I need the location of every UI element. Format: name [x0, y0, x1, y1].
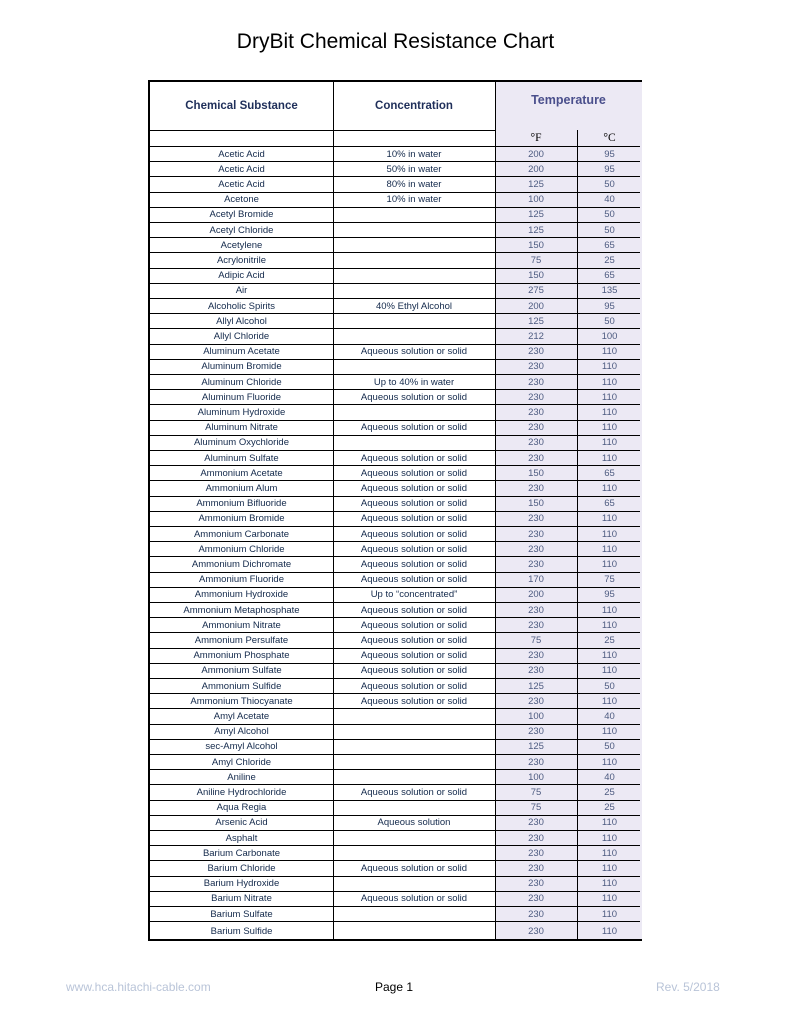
celsius-cell: 65 [604, 239, 615, 251]
fahrenheit-cell: 150 [528, 467, 544, 479]
substance-cell: Ammonium Acetate [200, 467, 283, 479]
celsius-cell: 110 [601, 558, 618, 570]
celsius-cell: 110 [601, 817, 618, 829]
celsius-cell: 110 [601, 847, 618, 859]
concentration-cell: Aqueous solution or solid [360, 862, 468, 874]
fahrenheit-cell: 100 [528, 710, 544, 722]
substance-cell: Barium Sulfate [210, 908, 273, 920]
substance-cell: Barium Nitrate [211, 893, 272, 905]
concentration-cell: Aqueous solution or solid [360, 558, 468, 570]
concentration-cell: Aqueous solution or solid [360, 634, 468, 646]
substance-cell: Barium Chloride [207, 862, 276, 874]
substance-cell: Alcoholic Spirits [207, 300, 276, 312]
table-row [150, 754, 640, 769]
concentration-cell [333, 269, 495, 283]
fahrenheit-cell: 125 [528, 741, 544, 753]
celsius-cell: 135 [601, 285, 618, 297]
concentration-cell [333, 360, 495, 374]
table-row [150, 268, 640, 283]
table-row [150, 207, 640, 222]
substance-cell: Ammonium Alum [205, 482, 278, 494]
table-row [150, 845, 640, 860]
fahrenheit-cell: 150 [528, 498, 544, 510]
fahrenheit-cell: 125 [528, 178, 544, 190]
substance-cell: Acetylene [220, 239, 263, 251]
table-row [150, 237, 640, 252]
celsius-cell: 25 [604, 786, 615, 798]
substance-cell: Amyl Alcohol [214, 726, 269, 738]
celsius-cell: 110 [601, 619, 618, 631]
table-row [150, 663, 640, 678]
page-title: DryBit Chemical Resistance Chart [236, 30, 555, 53]
concentration-cell: 80% in water [386, 178, 442, 190]
table-row [150, 344, 640, 359]
table-row [150, 359, 640, 374]
table-row [150, 906, 640, 921]
substance-cell: Ammonium Chloride [198, 543, 285, 555]
fahrenheit-cell: 100 [528, 771, 544, 783]
fahrenheit-cell: 230 [528, 665, 544, 677]
table-row [150, 313, 640, 328]
fahrenheit-cell: 230 [528, 543, 544, 555]
substance-cell: Aniline Hydrochloride [196, 786, 287, 798]
table-row [150, 465, 640, 480]
substance-cell: Amyl Chloride [211, 756, 272, 768]
fahrenheit-cell: 230 [528, 482, 544, 494]
unit-fahrenheit: °F [530, 132, 542, 144]
fahrenheit-cell: 125 [528, 209, 544, 221]
fahrenheit-cell: 75 [530, 802, 542, 814]
celsius-cell: 25 [604, 254, 615, 266]
fahrenheit-cell: 212 [528, 330, 544, 342]
concentration-cell [333, 284, 495, 298]
substance-cell: Aluminum Oxychloride [193, 437, 290, 449]
celsius-cell: 110 [601, 482, 618, 494]
concentration-cell: Aqueous solution or solid [360, 680, 468, 692]
table-row [150, 800, 640, 815]
table-row [150, 496, 640, 511]
fahrenheit-cell: 170 [528, 574, 544, 586]
fahrenheit-cell: 200 [528, 589, 544, 601]
table-row [150, 693, 640, 708]
concentration-cell: Aqueous solution or solid [360, 574, 468, 586]
celsius-cell: 50 [604, 178, 615, 190]
table-row [150, 648, 640, 663]
table-row [150, 587, 640, 602]
fahrenheit-cell: 230 [528, 832, 544, 844]
concentration-cell [333, 755, 495, 769]
table-row [150, 283, 640, 298]
header-temperature: Temperature [531, 93, 606, 107]
table-row [150, 617, 640, 632]
concentration-cell [333, 709, 495, 723]
unit-celsius: °C [603, 132, 616, 144]
substance-cell: Acetyl Bromide [209, 209, 274, 221]
celsius-cell: 100 [601, 330, 618, 342]
table-row [150, 724, 640, 739]
celsius-cell: 110 [601, 528, 618, 540]
fahrenheit-cell: 230 [528, 604, 544, 616]
table-row [150, 298, 640, 313]
celsius-cell: 110 [601, 604, 618, 616]
fahrenheit-cell: 230 [528, 878, 544, 890]
concentration-cell [333, 405, 495, 419]
concentration-cell: Aqueous solution or solid [360, 346, 468, 358]
concentration-cell: Aqueous solution or solid [360, 498, 468, 510]
celsius-cell: 50 [604, 209, 615, 221]
table-row [150, 541, 640, 556]
table-row [150, 404, 640, 419]
substance-cell: Acrylonitrile [216, 254, 267, 266]
celsius-cell: 110 [601, 726, 618, 738]
substance-cell: Ammonium Persulfate [194, 634, 289, 646]
celsius-cell: 110 [601, 908, 618, 920]
celsius-cell: 65 [604, 270, 615, 282]
celsius-cell: 40 [604, 771, 615, 783]
fahrenheit-cell: 230 [528, 926, 544, 938]
fahrenheit-cell: 230 [528, 437, 544, 449]
substance-cell: Aluminum Hydroxide [197, 406, 286, 418]
fahrenheit-cell: 275 [528, 285, 544, 297]
celsius-cell: 95 [604, 148, 615, 160]
substance-cell: sec-Amyl Alcohol [205, 741, 278, 753]
celsius-cell: 110 [601, 650, 618, 662]
substance-cell: Ammonium Sulfide [201, 680, 282, 692]
concentration-cell [333, 831, 495, 845]
concentration-cell: 10% in water [386, 194, 442, 206]
concentration-cell: Aqueous solution or solid [360, 422, 468, 434]
substance-cell: Aluminum Nitrate [205, 422, 278, 434]
concentration-cell [333, 877, 495, 891]
concentration-cell [333, 223, 495, 237]
fahrenheit-cell: 200 [528, 148, 544, 160]
substance-cell: Aluminum Bromide [201, 361, 282, 373]
fahrenheit-cell: 230 [528, 862, 544, 874]
table-row [150, 769, 640, 784]
fahrenheit-cell: 230 [528, 346, 544, 358]
celsius-cell: 110 [601, 878, 618, 890]
substance-cell: Ammonium Metaphosphate [183, 604, 300, 616]
concentration-cell: Aqueous solution or solid [360, 893, 468, 905]
fahrenheit-cell: 230 [528, 726, 544, 738]
table-row [150, 602, 640, 617]
table-row [150, 222, 640, 237]
table-row [150, 678, 640, 693]
celsius-cell: 50 [604, 224, 615, 236]
table-row [150, 480, 640, 495]
fahrenheit-cell: 125 [528, 315, 544, 327]
fahrenheit-cell: 230 [528, 817, 544, 829]
table-row [150, 146, 640, 161]
fahrenheit-cell: 230 [528, 422, 544, 434]
celsius-cell: 40 [604, 194, 615, 206]
substance-cell: Ammonium Sulfate [201, 665, 282, 677]
concentration-cell [333, 770, 495, 784]
substance-cell: Acetic Acid [218, 178, 265, 190]
concentration-cell: Up to 40% in water [373, 376, 455, 388]
fahrenheit-cell: 150 [528, 239, 544, 251]
substance-cell: Ammonium Bromide [198, 513, 285, 525]
header-chemical-substance: Chemical Substance [185, 100, 298, 112]
substance-cell: Ammonium Bifluoride [196, 498, 287, 510]
concentration-cell [333, 725, 495, 739]
concentration-cell: Aqueous solution or solid [360, 543, 468, 555]
concentration-cell [333, 436, 495, 450]
celsius-cell: 110 [601, 406, 618, 418]
celsius-cell: 110 [601, 346, 618, 358]
concentration-cell: Aqueous solution or solid [360, 482, 468, 494]
celsius-cell: 110 [601, 437, 618, 449]
substance-cell: Aniline [227, 771, 256, 783]
celsius-cell: 110 [601, 543, 618, 555]
fahrenheit-cell: 230 [528, 513, 544, 525]
celsius-cell: 95 [604, 589, 615, 601]
substance-cell: Aluminum Acetate [203, 346, 280, 358]
table-row [150, 572, 640, 587]
fahrenheit-cell: 200 [528, 163, 544, 175]
celsius-cell: 110 [601, 926, 618, 938]
substance-cell: Ammonium Thiocyanate [190, 695, 293, 707]
table-row [150, 876, 640, 891]
substance-cell: Aluminum Fluoride [201, 391, 282, 403]
fahrenheit-cell: 230 [528, 756, 544, 768]
celsius-cell: 110 [601, 391, 618, 403]
concentration-cell: 40% Ethyl Alcohol [375, 300, 453, 312]
table-row [150, 921, 640, 941]
substance-cell: Acetone [224, 194, 259, 206]
concentration-cell: Aqueous solution or solid [360, 391, 468, 403]
concentration-cell: Aqueous solution or solid [360, 665, 468, 677]
fahrenheit-cell: 230 [528, 361, 544, 373]
substance-cell: Ammonium Carbonate [193, 528, 290, 540]
concentration-cell: Aqueous solution or solid [360, 528, 468, 540]
celsius-cell: 65 [604, 467, 615, 479]
fahrenheit-cell: 230 [528, 452, 544, 464]
table-row [150, 252, 640, 267]
fahrenheit-cell: 230 [528, 893, 544, 905]
celsius-cell: 110 [601, 832, 618, 844]
concentration-cell: 10% in water [386, 148, 442, 160]
fahrenheit-cell: 230 [528, 406, 544, 418]
fahrenheit-cell: 230 [528, 376, 544, 388]
celsius-cell: 110 [601, 862, 618, 874]
table-row [150, 632, 640, 647]
concentration-cell [333, 846, 495, 860]
concentration-cell [333, 253, 495, 267]
celsius-cell: 75 [604, 574, 615, 586]
substance-cell: Ammonium Dichromate [191, 558, 292, 570]
footer-revision: Rev. 5/2018 [656, 980, 720, 994]
concentration-cell [333, 208, 495, 222]
fahrenheit-cell: 100 [528, 194, 544, 206]
table-row [150, 784, 640, 799]
table-row [150, 374, 640, 389]
concentration-cell [333, 329, 495, 343]
celsius-cell: 110 [601, 376, 618, 388]
fahrenheit-cell: 230 [528, 619, 544, 631]
table-row [150, 739, 640, 754]
substance-cell: Adipic Acid [218, 270, 265, 282]
table-row [150, 328, 640, 343]
substance-cell: Allyl Chloride [213, 330, 270, 342]
concentration-cell: Aqueous solution or solid [360, 604, 468, 616]
fahrenheit-cell: 125 [528, 680, 544, 692]
table-row [150, 161, 640, 176]
celsius-cell: 95 [604, 163, 615, 175]
fahrenheit-cell: 230 [528, 528, 544, 540]
celsius-cell: 110 [601, 513, 618, 525]
celsius-cell: 25 [604, 634, 615, 646]
concentration-cell: Aqueous solution or solid [360, 513, 468, 525]
table-row [150, 830, 640, 845]
celsius-cell: 95 [604, 300, 615, 312]
table-row [150, 891, 640, 906]
table-header [150, 82, 640, 130]
fahrenheit-cell: 75 [530, 634, 542, 646]
fahrenheit-cell: 125 [528, 224, 544, 236]
substance-cell: Aluminum Sulfate [204, 452, 279, 464]
concentration-cell: Aqueous solution [377, 817, 451, 829]
celsius-cell: 50 [604, 315, 615, 327]
concentration-cell [333, 907, 495, 921]
table-row [150, 192, 640, 207]
chemical-resistance-table [148, 80, 642, 941]
fahrenheit-cell: 200 [528, 300, 544, 312]
table-row [150, 556, 640, 571]
substance-cell: Ammonium Nitrate [202, 619, 281, 631]
concentration-cell: Aqueous solution or solid [360, 695, 468, 707]
footer-page-number: Page 1 [375, 980, 414, 994]
concentration-cell [333, 801, 495, 815]
table-row [150, 511, 640, 526]
fahrenheit-cell: 75 [530, 254, 542, 266]
concentration-cell: Up to “concentrated” [370, 589, 458, 601]
concentration-cell [333, 740, 495, 754]
celsius-cell: 65 [604, 498, 615, 510]
fahrenheit-cell: 230 [528, 558, 544, 570]
celsius-cell: 110 [601, 893, 618, 905]
concentration-cell [333, 922, 495, 941]
celsius-cell: 110 [601, 361, 618, 373]
substance-cell: Arsenic Acid [215, 817, 268, 829]
table-row [150, 815, 640, 830]
fahrenheit-cell: 230 [528, 908, 544, 920]
fahrenheit-cell: 75 [530, 786, 542, 798]
table-row [150, 435, 640, 450]
concentration-cell: Aqueous solution or solid [360, 619, 468, 631]
table-row [150, 526, 640, 541]
concentration-cell: 50% in water [386, 163, 442, 175]
substance-cell: Acetic Acid [218, 148, 265, 160]
celsius-cell: 110 [601, 695, 618, 707]
substance-cell: Ammonium Fluoride [199, 574, 284, 586]
header-concentration: Concentration [375, 100, 453, 112]
substance-cell: Barium Sulfide [210, 926, 273, 938]
celsius-cell: 110 [601, 422, 618, 434]
substance-cell: Ammonium Hydroxide [194, 589, 289, 601]
fahrenheit-cell: 230 [528, 650, 544, 662]
substance-cell: Aluminum Chloride [201, 376, 282, 388]
substance-cell: Amyl Acetate [213, 710, 270, 722]
concentration-cell: Aqueous solution or solid [360, 467, 468, 479]
substance-cell: Asphalt [225, 832, 258, 844]
substance-cell: Allyl Alcohol [216, 315, 267, 327]
table-row [150, 450, 640, 465]
celsius-cell: 50 [604, 680, 615, 692]
table-row [150, 708, 640, 723]
substance-cell: Air [235, 285, 248, 297]
concentration-cell: Aqueous solution or solid [360, 452, 468, 464]
substance-cell: Acetic Acid [218, 163, 265, 175]
celsius-cell: 50 [604, 741, 615, 753]
substance-cell: Aqua Regia [216, 802, 267, 814]
substance-cell: Acetyl Chloride [209, 224, 274, 236]
celsius-cell: 110 [601, 665, 618, 677]
concentration-cell [333, 238, 495, 252]
concentration-cell [333, 314, 495, 328]
concentration-cell: Aqueous solution or solid [360, 650, 468, 662]
table-row [150, 860, 640, 875]
fahrenheit-cell: 230 [528, 847, 544, 859]
concentration-cell: Aqueous solution or solid [360, 786, 468, 798]
celsius-cell: 110 [601, 756, 618, 768]
substance-cell: Barium Hydroxide [203, 878, 280, 890]
table-row [150, 176, 640, 191]
substance-cell: Barium Carbonate [202, 847, 281, 859]
fahrenheit-cell: 230 [528, 391, 544, 403]
celsius-cell: 40 [604, 710, 615, 722]
fahrenheit-cell: 230 [528, 695, 544, 707]
table-row [150, 389, 640, 404]
fahrenheit-cell: 150 [528, 270, 544, 282]
header-divider [150, 130, 495, 131]
celsius-cell: 25 [604, 802, 615, 814]
table-row [150, 420, 640, 435]
substance-cell: Ammonium Phosphate [193, 650, 290, 662]
celsius-cell: 110 [601, 452, 618, 464]
footer-website: www.hca.hitachi-cable.com [66, 980, 211, 994]
